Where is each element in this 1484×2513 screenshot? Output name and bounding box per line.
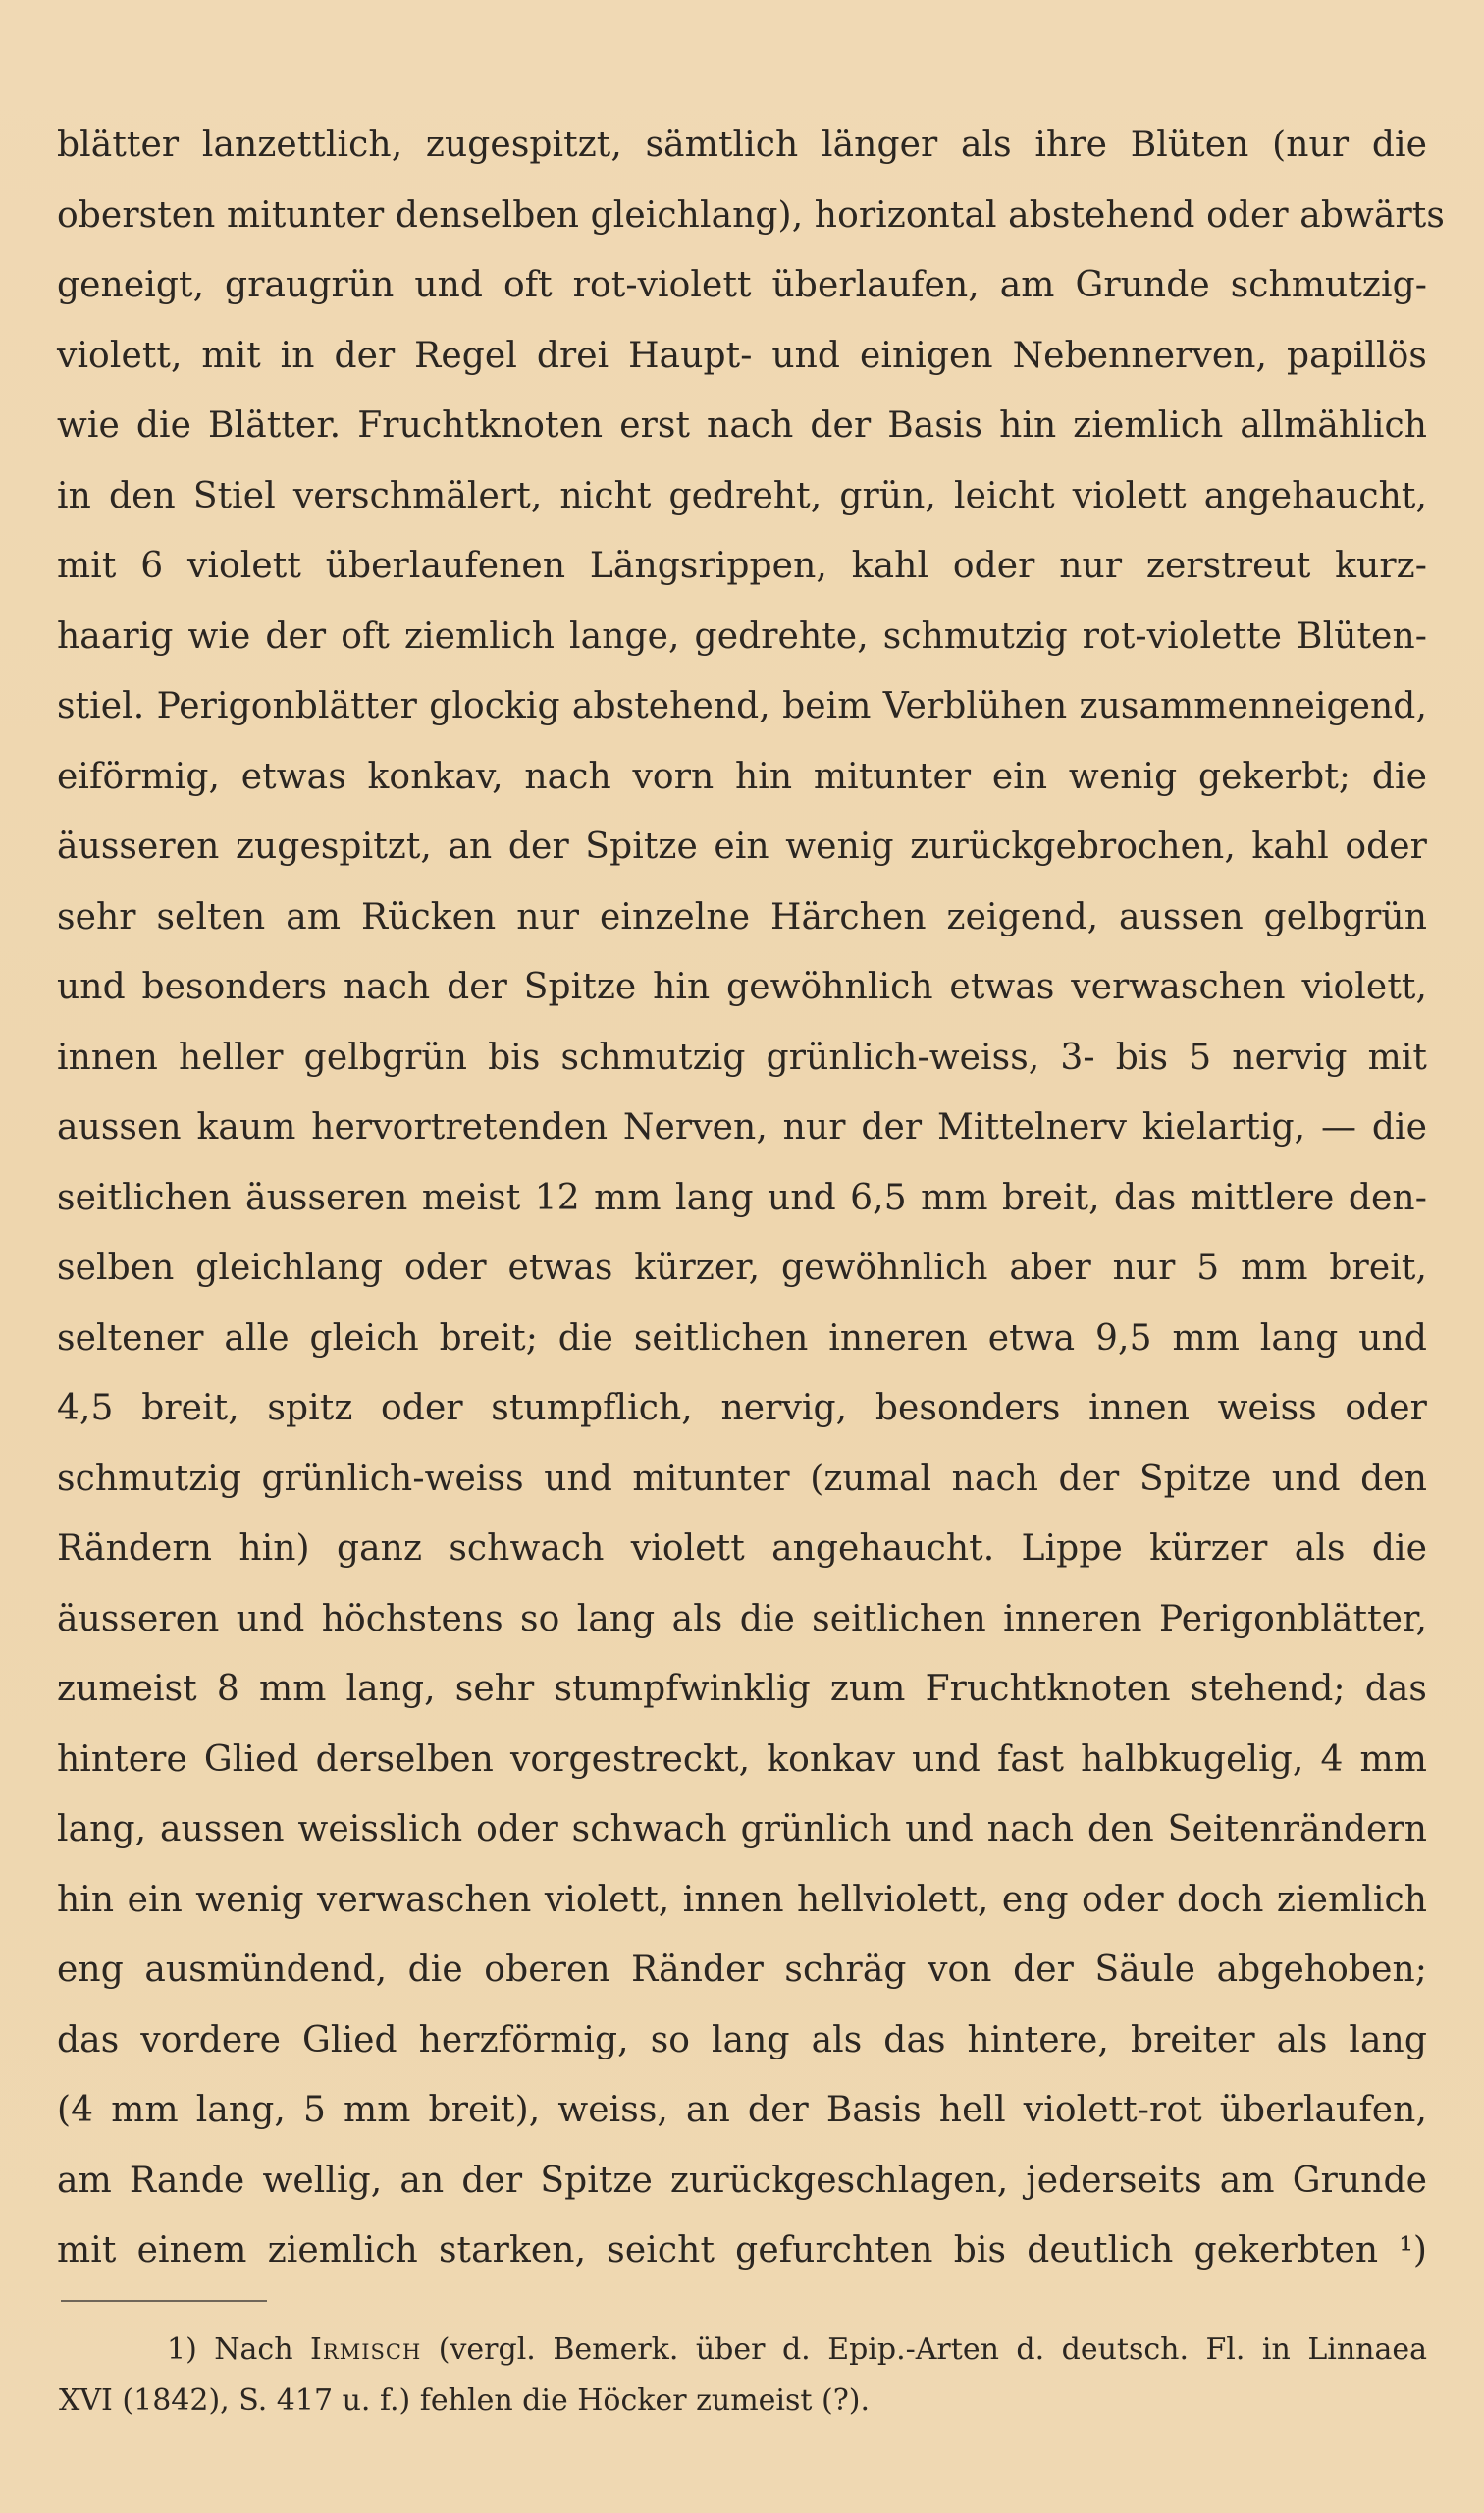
text-line: hintere Glied derselben vorgestreckt, konkav und fast halbkugelig, 4 mm xyxy=(57,1738,1427,1780)
footnote-citation-text: (vergl. Bemerk. über d. Epip.-Arten d. deutsch. Fl. in Linnaea xyxy=(421,2332,1428,2367)
footnote-divider xyxy=(61,2300,267,2302)
footnote-line xyxy=(59,2325,1427,2376)
text-line: innen heller gelbgrün bis schmutzig grünlich-weiss, 3- bis 5 nervig mit xyxy=(57,1037,1427,1078)
text-line: am Rande wellig, an der Spitze zurückgeschlagen, jederseits am Grunde xyxy=(57,2160,1427,2201)
text-line: geneigt, graugrün und oft rot-violett überlaufen, am Grunde schmutzig- xyxy=(57,265,1427,305)
text-line: selben gleichlang oder etwas kürzer, gewöhnlich aber nur 5 mm breit, xyxy=(57,1248,1427,1288)
text-line: äusseren und höchstens so lang als die seitlichen inneren Perigonblätter, xyxy=(57,1598,1427,1639)
text-line: äusseren zugespitzt, an der Spitze ein wenig zurückgebrochen, kahl oder xyxy=(57,827,1427,867)
text-line: obersten mitunter denselben gleichlang), horizontal abstehend oder abwärts xyxy=(57,194,1445,236)
text-line: mit 6 violett überlaufenen Längsrippen, kahl oder nur zerstreut kurz- xyxy=(57,546,1427,586)
body-text xyxy=(57,110,1445,2286)
text-line: Rändern hin) ganz schwach violett angehaucht. Lippe kürzer als die xyxy=(57,1528,1427,1569)
text-line: mit einem ziemlich starken, seicht gefurchten bis deutlich gekerbten ¹) xyxy=(57,2230,1427,2271)
text-line: das vordere Glied herzförmig, so lang als das hintere, breiter als lang xyxy=(57,2019,1427,2060)
text-line: hin ein wenig verwaschen violett, innen hellviolett, eng oder doch ziemlich xyxy=(57,1879,1427,1920)
text-line: seitlichen äusseren meist 12 mm lang und 6,5 mm breit, das mittlere den- xyxy=(57,1177,1427,1218)
text-line: und besonders nach der Spitze hin gewöhnlich etwas verwaschen violett, xyxy=(57,967,1427,1007)
footnote-line: XVI (1842), S. 417 u. f.) fehlen die Höcker zumeist (?). xyxy=(59,2383,871,2418)
text-line: schmutzig grünlich-weiss und mitunter (zumal nach der Spitze und den xyxy=(57,1458,1427,1499)
text-line: eiförmig, etwas konkav, nach vorn hin mitunter ein wenig gekerbt; die xyxy=(57,756,1427,797)
text-line: violett, mit in der Regel drei Haupt- und einigen Nebennerven, papillös xyxy=(57,335,1427,376)
text-line: eng ausmündend, die oberen Ränder schräg von der Säule abgehoben; xyxy=(57,1950,1427,1990)
text-line: 4,5 breit, spitz oder stumpflich, nervig, besonders innen weiss oder xyxy=(57,1388,1427,1428)
footnote xyxy=(59,2325,1427,2427)
text-line: (4 mm lang, 5 mm breit), weiss, an der Basis hell violett-rot überlaufen, xyxy=(57,2090,1427,2130)
text-line: lang, aussen weisslich oder schwach grünlich und nach den Seitenrändern xyxy=(57,1809,1427,1849)
footnote-marker-text: 1) Nach xyxy=(167,2332,311,2367)
text-line: aussen kaum hervortretenden Nerven, nur der Mittelnerv kielartig, — die xyxy=(57,1107,1427,1148)
text-line: blätter lanzettlich, zugespitzt, sämtlich länger als ihre Blüten (nur die xyxy=(57,125,1427,165)
text-line: wie die Blätter. Fruchtknoten erst nach der Basis hin ziemlich allmählich xyxy=(57,405,1427,446)
text-line: in den Stiel verschmälert, nicht gedreht, grün, leicht violett angehaucht, xyxy=(57,475,1427,516)
text-line: seltener alle gleich breit; die seitlichen inneren etwa 9,5 mm lang und xyxy=(57,1317,1427,1359)
text-line: sehr selten am Rücken nur einzelne Härchen zeigend, aussen gelbgrün xyxy=(57,896,1427,937)
text-line: stiel. Perigonblätter glockig abstehend, beim Verblühen zusammenneigend, xyxy=(57,686,1427,726)
text-line: zumeist 8 mm lang, sehr stumpfwinklig zum Fruchtknoten stehend; das xyxy=(57,1669,1427,1709)
text-line: haarig wie der oft ziemlich lange, gedrehte, schmutzig rot-violette Blüten- xyxy=(57,615,1427,657)
footnote-author-name: Irmisch xyxy=(310,2332,422,2367)
